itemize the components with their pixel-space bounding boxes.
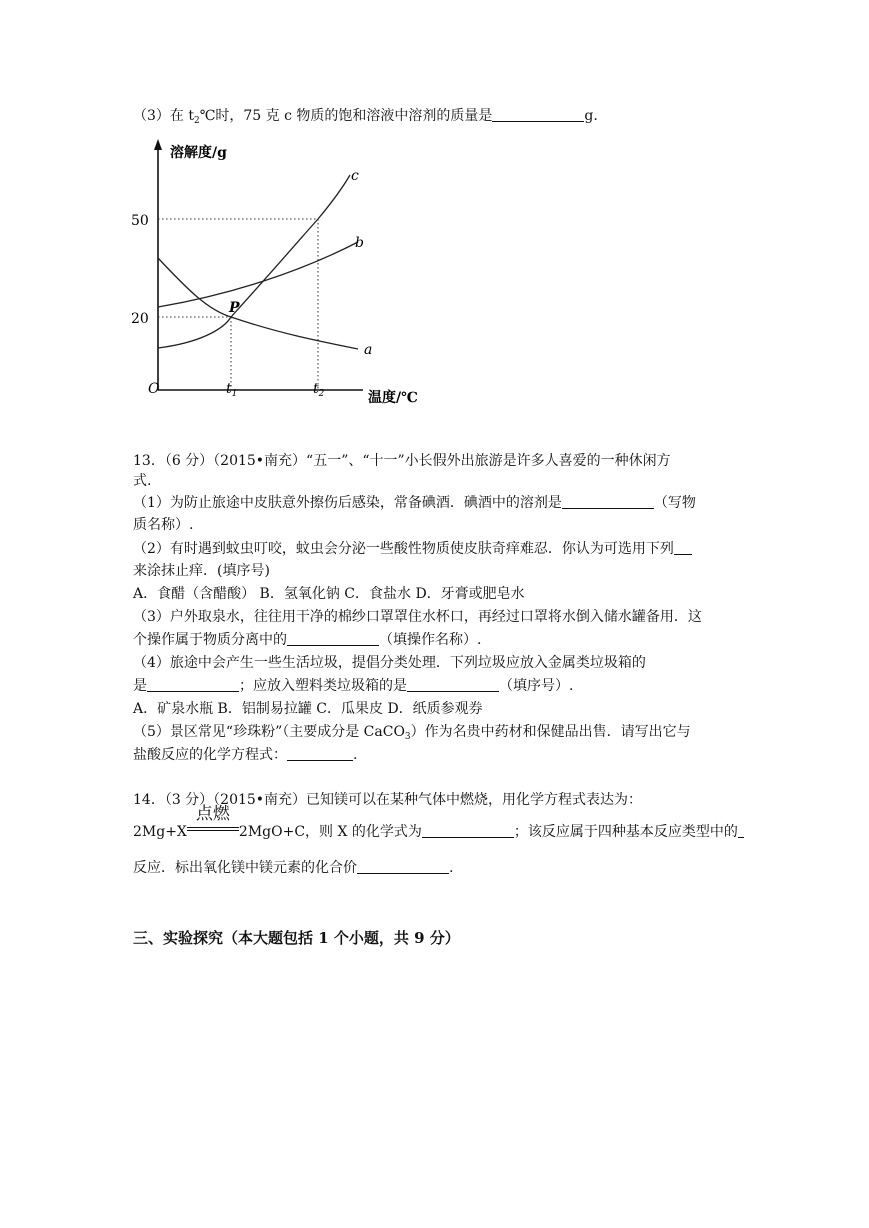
answer-blank[interactable] (357, 859, 449, 874)
x-tick-label-t2: $t_2$ (313, 381, 325, 399)
answer-blank[interactable] (674, 540, 692, 555)
section-heading: 三、实验探究（本大题包括 1 个小题，共 9 分） (133, 929, 460, 947)
q13-part1-cont: 质名称）. (133, 517, 194, 533)
q14-equation-line: 2Mg+X 点燃 2MgO+C，则 X 的化学式为 ；该反应属于四种基本反应类型中的 (133, 822, 744, 842)
origin-label: O (148, 381, 160, 397)
x-axis-label: 温度/℃ (368, 390, 418, 406)
answer-blank[interactable] (422, 823, 514, 838)
series-line-c (158, 175, 350, 348)
answer-blank[interactable] (562, 494, 654, 509)
q13-part2-options: A．食醋（含醋酸） B．氢氧化钠 C．食盐水 D．牙膏或肥皂水 (133, 586, 525, 602)
y-axis-arrow-icon (154, 139, 162, 150)
answer-blank[interactable] (287, 631, 379, 646)
answer-blank[interactable] (738, 823, 744, 838)
answer-blank[interactable] (147, 677, 239, 692)
answer-blank[interactable] (287, 746, 353, 761)
q13-part5-cont: 盐酸反应的化学方程式： . (133, 747, 358, 763)
reaction-condition: 点燃 (195, 804, 230, 824)
q13-heading: 13．（6 分）（2015•南充）“五一”、“十一”小长假外出旅游是许多人喜爱的一种休闲方 (133, 453, 671, 469)
answer-blank[interactable] (407, 677, 499, 692)
q13-part2-cont: 来涂抹止痒．(填序号) (133, 563, 270, 579)
solubility-chart (128, 135, 438, 415)
y-axis-label: 溶解度/g (170, 145, 227, 161)
point-label-p: P (229, 300, 240, 316)
series-label-c: c (351, 168, 359, 184)
x-tick-label-t1: $t_1$ (226, 381, 238, 399)
q12-part3: （3）在 $t_2℃$时，75 克 c 物质的饱和溶液中溶剂的质量是 g. (133, 108, 598, 126)
q13-heading-cont: 式. (133, 473, 152, 489)
q13-part3-cont: 个操作属于物质分离中的 （填操作名称）. (133, 632, 482, 648)
answer-blank[interactable] (492, 107, 584, 122)
series-line-a (158, 258, 358, 349)
q13-part4-cont: 是 ；应放入塑料类垃圾箱的是 （填序号）. (133, 678, 574, 694)
q14-line3: 反应．标出氧化镁中镁元素的化合价 . (133, 860, 454, 876)
q13-part1: （1）为防止旅途中皮肤意外擦伤后感染，常备碘酒．碘酒中的溶剂是 （写物 (133, 495, 696, 511)
q13-part2: （2）有时遇到蚊虫叮咬，蚊虫会分泌一些酸性物质使皮肤奇痒难忍．你认为可选用下列 (133, 539, 692, 559)
series-line-b (158, 242, 358, 307)
q13-part3: （3）户外取泉水，往往用干净的棉纱口罩罩住水杯口，再经过口罩将水倒入储水罐备用．这 (133, 609, 702, 625)
y-tick-label: 50 (131, 213, 149, 229)
q13-part4: （4）旅途中会产生一些生活垃圾，提倡分类处理．下列垃圾应放入金属类垃圾箱的 (133, 655, 646, 671)
y-tick-label: 20 (131, 311, 149, 327)
reaction-arrow (187, 804, 239, 838)
q13-part5: （5）景区常见“珍珠粉”（主要成分是 CaCO$_3$）作为名贵中药材和保健品出售．请写出它与 (133, 724, 691, 742)
series-label-b: b (355, 235, 364, 251)
q13-part4-options: A．矿泉水瓶 B．铝制易拉罐 C．瓜果皮 D．纸质参观券 (133, 701, 483, 717)
q14-heading: 14．（3 分）（2015•南充）已知镁可以在某种气体中燃烧，用化学方程式表达为： (133, 792, 643, 808)
series-label-a: a (364, 342, 373, 358)
